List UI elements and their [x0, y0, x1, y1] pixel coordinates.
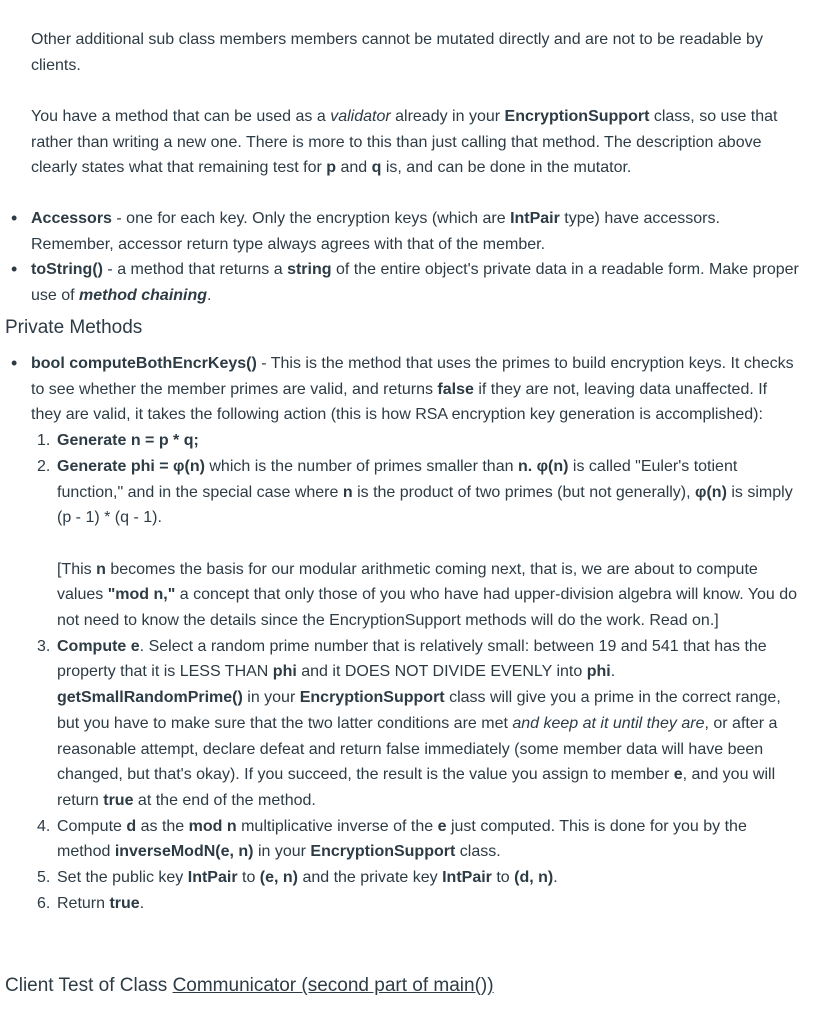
- bullet-accessors: • Accessors - one for each key. Only the encryption keys (which are IntPair type) have accessors. Remember, accessor return type always agrees with that of the member.: [0, 206, 800, 257]
- compute-description: • bool computeBothEncrKeys() - This is the method that uses the primes to build encryption keys. It checks to see whether the member primes are valid, and returns false if they are not, leaving data unaffected. If they are valid, it takes the following action (this is how RSA encryption key generation is accomplished):: [31, 355, 794, 424]
- private-methods-list: [0, 351, 800, 916]
- step-4: [31, 814, 800, 865]
- step-4-text: Compute d as the mod n multiplicative inverse of the e just computed. This is done for you by the method inverseModN(e, n) in your EncryptionSupport class.: [57, 817, 747, 861]
- step-6-text: Return true.: [57, 894, 145, 912]
- step-1: [31, 428, 800, 454]
- step-3: [31, 634, 800, 814]
- communicator-link[interactable]: Communicator (second part of main()): [172, 975, 494, 996]
- public-methods-list: [0, 206, 800, 309]
- step-5-text: Set the public key IntPair to (e, n) and the private key IntPair to (d, n).: [57, 869, 558, 887]
- bullet-tostring: • toString() - a method that returns a string of the entire object's private data in a readable form. Make proper use of method chaining.: [0, 257, 800, 308]
- step-number: 3.: [37, 637, 51, 655]
- step-2: [31, 454, 800, 634]
- paragraph-validator: You have a method that can be used as a validator already in your EncryptionSupport class, so use that rather than writing a new one. There is more to this than just calling that method. The description above clearly states what that remaining test for p and q is, and can be done in the mutator.: [31, 108, 778, 177]
- step-2-text: Generate phi = φ(n) which is the number of primes smaller than n. φ(n) is called "Euler's totient function," and in the special case where n is the product of two primes (but not generally), φ(n) is simply (p - 1) * (q - 1).: [57, 457, 793, 527]
- step-number: 5.: [37, 869, 51, 887]
- step-number: 4.: [37, 817, 51, 835]
- step-2-note: [This n becomes the basis for our modular arithmetic coming next, that is, we are about to compute values "mod n," a concept that only those of you who have had upper-division algebra will know. You do not need to know the details since the EncryptionSupport methods will do the work. Read on.]: [57, 560, 798, 630]
- step-1-text: Generate n = p * q;: [57, 432, 199, 450]
- key-generation-steps: [31, 428, 800, 916]
- heading-private-methods: Private Methods: [5, 317, 143, 338]
- heading-client-test: [5, 974, 494, 998]
- step-5: [31, 865, 800, 891]
- step-number: 6.: [37, 894, 51, 912]
- heading-client-prefix: Client Test of Class: [5, 975, 173, 996]
- step-number: 2.: [37, 457, 51, 475]
- step-6: [31, 891, 800, 917]
- step-3-text: Compute e. Select a random prime number that is relatively small: between 19 and 541 that has the property that it is LESS THAN phi and it DOES NOT DIVIDE EVENLY into phi. getSmallRandomPrime() in your EncryptionSupport class will give you a prime in the correct range, but you have to make sure that the two latter conditions are met and keep at it until they are, or after a reasonable attempt, declare defeat and return false immediately (some member data will have been changed, but that's okay). If you succeed, the result is the value you assign to member e, and you will return true at the end of the method.: [57, 637, 781, 809]
- step-number: 1.: [37, 432, 51, 450]
- bullet-compute-both-encr-keys: [0, 351, 800, 916]
- paragraph-other-members: Other additional sub class members members cannot be mutated directly and are not to be readable by clients.: [31, 31, 763, 74]
